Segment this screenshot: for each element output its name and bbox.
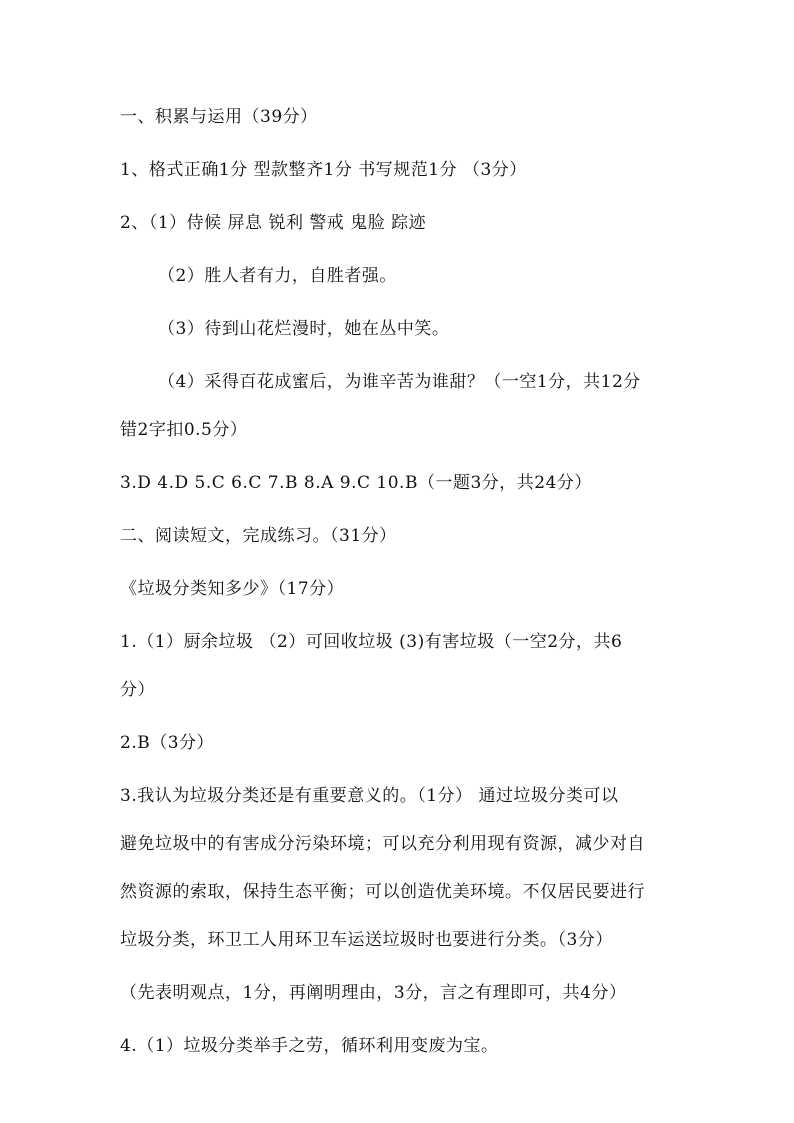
- reading-passage-title: 《垃圾分类知多少》（17分）: [120, 579, 345, 599]
- answer-2-1: 2、（1）侍候 屏息 锐利 警戒 鬼脸 踪迹: [120, 213, 427, 233]
- section-one-heading: 一、积累与运用（39分）: [120, 107, 318, 127]
- reading-answer-2: 2.B（3分）: [120, 733, 215, 753]
- answer-2-3: （3）待到山花烂漫时，她在丛中笑。: [158, 319, 450, 339]
- answer-2-2: （2）胜人者有力，自胜者强。: [158, 266, 397, 286]
- reading-answer-3-line-2: 避免垃圾中的有害成分污染环境；可以充分利用现有资源，减少对自: [120, 834, 645, 854]
- reading-answer-3-line-4: 垃圾分类，环卫工人用环卫车运送垃圾时也要进行分类。（3分）: [120, 930, 613, 950]
- reading-answer-1: 1.（1）厨余垃圾 （2）可回收垃圾 (3)有害垃圾（一空2分，共6: [120, 632, 623, 652]
- reading-answer-1-continued: 分）: [120, 680, 155, 700]
- answer-3-to-10: 3.D 4.D 5.C 6.C 7.B 8.A 9.C 10.B（一题3分，共24分）: [120, 473, 592, 493]
- reading-answer-4-1: 4.（1）垃圾分类举手之劳，循环利用变废为宝。: [120, 1036, 499, 1056]
- section-two-heading: 二、阅读短文，完成练习。（31分）: [120, 526, 397, 546]
- answer-1: 1、格式正确1分 型款整齐1分 书写规范1分 （3分）: [120, 160, 527, 180]
- reading-answer-3-line-1: 3.我认为垃圾分类还是有重要意义的。（1分） 通过垃圾分类可以: [120, 786, 619, 806]
- reading-answer-3-scoring-note: （先表明观点，1分，再阐明理由，3分，言之有理即可，共4分）: [120, 983, 627, 1003]
- reading-answer-3-line-3: 然资源的索取，保持生态平衡；可以创造优美环境。不仅居民要进行: [120, 882, 645, 902]
- answer-2-4: （4）采得百花成蜜后，为谁辛苦为谁甜？（一空1分，共12分: [158, 372, 641, 392]
- answer-2-4-continued: 错2字扣0.5分）: [120, 420, 248, 440]
